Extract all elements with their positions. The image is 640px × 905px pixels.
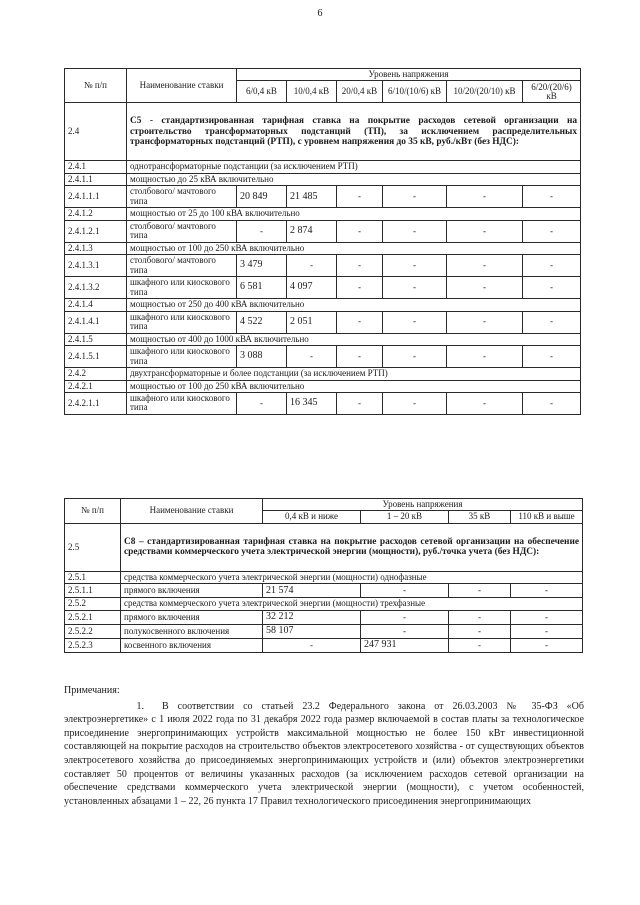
rate-cell: - xyxy=(383,186,447,208)
group-label: однотрансформаторные подстанции (за исключением РТП) xyxy=(127,161,581,173)
group-row xyxy=(65,208,581,220)
row-num: 2.4.1.1 xyxy=(65,173,127,185)
row-name: столбового/ мачтового типа xyxy=(127,255,237,277)
rate-cell: - xyxy=(383,220,447,242)
group-row xyxy=(65,242,581,254)
rate-cell: - xyxy=(337,186,383,208)
row-num: 2.5.2.2 xyxy=(65,624,121,638)
rate-cell: - xyxy=(447,255,523,277)
rate-cell: - xyxy=(523,255,581,277)
rate-cell: - xyxy=(447,277,523,299)
group-row xyxy=(65,333,581,345)
rate-cell: 3 479 xyxy=(237,255,287,277)
group-row xyxy=(65,368,581,380)
group-label: мощностью до 25 кВА включительно xyxy=(127,173,581,185)
rate-cell: 20 849 xyxy=(237,186,287,208)
rate-cell: 247 931 xyxy=(361,638,449,652)
tariff-table-c5 xyxy=(64,68,581,415)
header-voltage: 10/0,4 кВ xyxy=(287,81,337,103)
rate-cell: - xyxy=(447,220,523,242)
rate-cell: - xyxy=(449,610,511,624)
row-name: шкафного или киоскового типа xyxy=(127,392,237,414)
row-name: столбового/ мачтового типа xyxy=(127,186,237,208)
header-voltage: 35 кВ xyxy=(449,511,511,523)
table-row xyxy=(65,255,581,277)
row-num: 2.4.2.1.1 xyxy=(65,392,127,414)
group-row xyxy=(65,299,581,311)
row-name: прямого включения xyxy=(121,610,263,624)
group-row xyxy=(65,598,583,610)
header-voltage: 6/10/(10/6) кВ xyxy=(383,81,447,103)
rate-cell: 4 522 xyxy=(237,311,287,333)
row-num: 2.4.1.3 xyxy=(65,242,127,254)
rate-cell: - xyxy=(447,392,523,414)
row-num: 2.4.2 xyxy=(65,368,127,380)
table-row xyxy=(65,220,581,242)
row-num: 2.5.2.1 xyxy=(65,610,121,624)
rate-cell: 16 345 xyxy=(287,392,337,414)
row-num: 2.4.1.2 xyxy=(65,208,127,220)
section-num: 2.5 xyxy=(65,523,121,571)
group-label: мощностью от 400 до 1000 кВА включительно xyxy=(127,333,581,345)
header-voltage: 20/0,4 кВ xyxy=(337,81,383,103)
rate-cell: - xyxy=(523,346,581,368)
rate-cell: - xyxy=(237,220,287,242)
row-num: 2.5.1 xyxy=(65,571,121,583)
row-num: 2.4.1.5.1 xyxy=(65,346,127,368)
header-voltage: 0,4 кВ и ниже xyxy=(263,511,361,523)
row-num: 2.5.1.1 xyxy=(65,584,121,598)
rate-cell: - xyxy=(383,392,447,414)
rate-cell: 6 581 xyxy=(237,277,287,299)
section-title: С8 – стандартизированная тарифная ставка на покрытие расходов сетевой организации на обеспечение средствами коммерческого учета электрической энергии (мощности), руб./точка учета (без НДС): xyxy=(121,523,583,571)
rate-cell: - xyxy=(511,638,583,652)
header-voltage-group: Уровень напряжения xyxy=(263,499,583,511)
rate-cell: - xyxy=(383,255,447,277)
row-name: полукосвенного включения xyxy=(121,624,263,638)
table-row xyxy=(65,624,583,638)
row-name: шкафного или киоскового типа xyxy=(127,277,237,299)
group-row xyxy=(65,380,581,392)
table-row xyxy=(65,584,583,598)
row-num: 2.4.1.3.1 xyxy=(65,255,127,277)
notes-item-number: 1. xyxy=(136,700,144,712)
rate-cell: 3 088 xyxy=(237,346,287,368)
row-num: 2.4.1.3.2 xyxy=(65,277,127,299)
group-label: мощностью от 250 до 400 кВА включительно xyxy=(127,299,581,311)
rate-cell: - xyxy=(449,584,511,598)
header-voltage: 110 кВ и выше xyxy=(511,511,583,523)
rate-cell: - xyxy=(511,610,583,624)
notes-paragraph xyxy=(64,700,584,809)
row-num: 2.5.2 xyxy=(65,598,121,610)
rate-cell: 2 874 xyxy=(287,220,337,242)
tariff-table-c8 xyxy=(64,498,583,653)
rate-cell: - xyxy=(361,610,449,624)
rate-cell: - xyxy=(523,311,581,333)
table-row xyxy=(65,638,583,652)
rate-cell: - xyxy=(523,277,581,299)
rate-cell: - xyxy=(447,346,523,368)
rate-cell: 2 051 xyxy=(287,311,337,333)
header-name: Наименование ставки xyxy=(127,69,237,103)
row-num: 2.4.1 xyxy=(65,161,127,173)
header-voltage: 10/20/(20/10) кВ xyxy=(447,81,523,103)
section-num: 2.4 xyxy=(65,103,127,161)
rate-cell: 21 485 xyxy=(287,186,337,208)
row-num: 2.4.1.5 xyxy=(65,333,127,345)
row-num: 2.5.2.3 xyxy=(65,638,121,652)
rate-cell: - xyxy=(287,346,337,368)
table-row xyxy=(65,346,581,368)
row-name: прямого включения xyxy=(121,584,263,598)
group-label: средства коммерческого учета электрической энергии (мощности) трехфазные xyxy=(121,598,583,610)
rate-cell: - xyxy=(361,584,449,598)
rate-cell: 4 097 xyxy=(287,277,337,299)
rate-cell: - xyxy=(337,255,383,277)
header-voltage: 1 – 20 кВ xyxy=(361,511,449,523)
rate-cell: - xyxy=(337,220,383,242)
section-title: С5 - стандартизированная тарифная ставка на покрытие расходов сетевой организации на строительство трансформаторных подстанций (ТП), за исключением распределительных трансформаторных подстанций (РТП), с уровнем напряжения до 35 кВ, руб./кВт (без НДС): xyxy=(127,103,581,161)
notes-title: Примечания: xyxy=(64,685,120,696)
rate-cell: - xyxy=(523,392,581,414)
rate-cell: - xyxy=(523,220,581,242)
row-num: 2.4.1.2.1 xyxy=(65,220,127,242)
table-row xyxy=(65,186,581,208)
rate-cell: - xyxy=(383,346,447,368)
row-num: 2.4.2.1 xyxy=(65,380,127,392)
group-row xyxy=(65,173,581,185)
rate-cell: - xyxy=(447,311,523,333)
row-name: шкафного или киоскового типа xyxy=(127,311,237,333)
rate-cell: - xyxy=(383,311,447,333)
page-number: 6 xyxy=(317,8,323,19)
group-label: мощностью от 25 до 100 кВА включительно xyxy=(127,208,581,220)
rate-cell: - xyxy=(337,277,383,299)
rate-cell: 32 212 xyxy=(263,610,361,624)
header-num: № п/п xyxy=(65,499,121,524)
group-label: двухтрансформаторные и более подстанции (за исключением РТП) xyxy=(127,368,581,380)
rate-cell: - xyxy=(337,346,383,368)
rate-cell: - xyxy=(523,186,581,208)
table-row xyxy=(65,392,581,414)
notes-text: В соответствии со статьей 23.2 Федерального закона от 26.03.2003 № 35-ФЗ «Об электроэнергетике» с 1 июля 2022 года по 31 декабря 2022 года размер включаемой в состав платы за технологическое присоединение энергопринимающих устройств максимальной мощностью не более 150 кВт инвестиционной составляющей на покрытие расходов на строительство объектов электросетевого хозяйства - от существующих объектов электросетевого хозяйства до присоединяемых энергопринимающих устройств и (или) объектов электроэнергетики составляет 50 процентов от величины указанных расходов (за исключением расходов сетевой организации на обеспечение средствами коммерческого учета электрической энергии (мощности), с учетом особенностей, установленных абзацами 1 – 22, 26 пункта 17 Правил технологического присоединения энергопринимающих xyxy=(64,700,584,807)
notes xyxy=(64,684,584,808)
rate-cell: 58 107 xyxy=(263,624,361,638)
rate-cell: - xyxy=(263,638,361,652)
header-voltage-group: Уровень напряжения xyxy=(237,69,581,81)
rate-cell: - xyxy=(237,392,287,414)
group-row xyxy=(65,161,581,173)
group-label: мощностью от 100 до 250 кВА включительно xyxy=(127,380,581,392)
row-name: косвенного включения xyxy=(121,638,263,652)
row-name: столбового/ мачтового типа xyxy=(127,220,237,242)
rate-cell: - xyxy=(361,624,449,638)
rate-cell: - xyxy=(511,584,583,598)
rate-cell: 21 574 xyxy=(263,584,361,598)
rate-cell: - xyxy=(449,624,511,638)
rate-cell: - xyxy=(337,311,383,333)
table-row xyxy=(65,311,581,333)
header-num: № п/п xyxy=(65,69,127,103)
rate-cell: - xyxy=(287,255,337,277)
row-num: 2.4.1.4 xyxy=(65,299,127,311)
rate-cell: - xyxy=(511,624,583,638)
group-row xyxy=(65,571,583,583)
row-num: 2.4.1.1.1 xyxy=(65,186,127,208)
rate-cell: - xyxy=(337,392,383,414)
row-num: 2.4.1.4.1 xyxy=(65,311,127,333)
header-voltage: 6/20/(20/6) кВ xyxy=(523,81,581,103)
group-label: средства коммерческого учета электрической энергии (мощности) однофазные xyxy=(121,571,583,583)
row-name: шкафного или киоскового типа xyxy=(127,346,237,368)
group-label: мощностью от 100 до 250 кВА включительно xyxy=(127,242,581,254)
rate-cell: - xyxy=(447,186,523,208)
rate-cell: - xyxy=(449,638,511,652)
header-name: Наименование ставки xyxy=(121,499,263,524)
table-row xyxy=(65,277,581,299)
table-row xyxy=(65,610,583,624)
rate-cell: - xyxy=(383,277,447,299)
header-voltage: 6/0,4 кВ xyxy=(237,81,287,103)
